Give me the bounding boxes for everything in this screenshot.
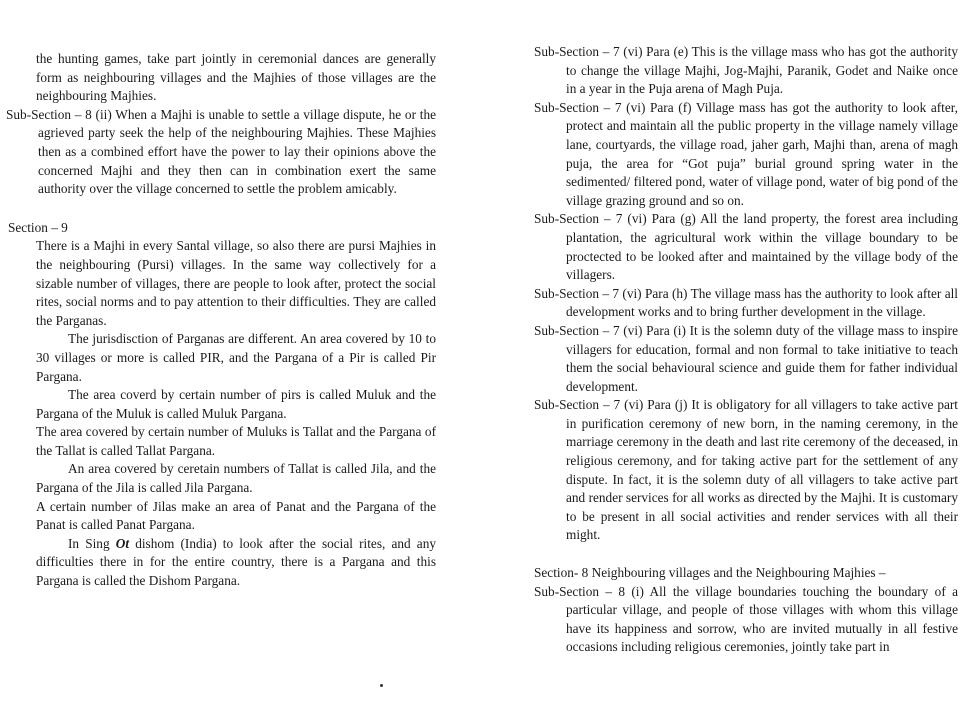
paragraph-subsection-7-vi-h: Sub-Section – 7 (vi) Para (h) The village mass has the authority to look after all development works and to bring further development in the village. [534, 285, 958, 320]
paragraph-jila-pargana: An area covered by ceretain numbers of Tallat is called Jila, and the Pargana of the Jila is called Jila Pargana. [36, 461, 436, 496]
paragraph-subsection-7-vi-f: Sub-Section – 7 (vi) Para (f) Village mass has got the authority to look after, protect and maintain all the public property in the village namely village lane, courtyards, the village road, jaher garh, Majhi than, arena of magh puja, the area for “Got puja” burial ground spring water in the sedimented/ filtered pond, water of village pond, water of big pond of the village grazing ground and so on. [534, 99, 958, 208]
right-page [534, 0, 958, 726]
paragraph-tallat-pargana: The area covered by certain number of Muluks is Tallat and the Pargana of the Tallat is called Tallat Pargana. [36, 424, 436, 458]
paragraph-subsection-7-vi-g: Sub-Section – 7 (vi) Para (g) All the land property, the forest area including plantation, the agricultural work within the village boundary to be proctected to be looked after and maintained by the village body of the villagers. [534, 211, 958, 283]
paragraph-jurisdiction-parganas: The jurisdisction of Parganas are different. An area covered by 10 to 30 villages or more is called PIR, and the Pargana of a Pir is called Pir Pargana. [36, 331, 436, 384]
paragraph-dishom-pargana [8, 535, 436, 591]
heading-section-9: Section – 9 [8, 219, 68, 235]
paragraph-subsection-7-vi-i: Sub-Section – 7 (vi) Para (i) It is the solemn duty of the village mass to inspire villagers for education, formal and non formal to take initiative to teach them the social behavioural science and guide them for father individual development. [534, 322, 958, 394]
paragraph-subsection-8-i: Sub-Section – 8 (i) All the village boundaries touching the boundary of a particular village, and people of those villages with whom this village have its happiness and sorrow, who are invited mutually in all festive occasions including religious ceremonies, jointly take part in [534, 583, 958, 655]
paragraph-muluk-pargana: The area coverd by certain number of pirs is called Muluk and the Pargana of the Muluk is called Muluk Pargana. [36, 387, 436, 421]
paragraph-majhi-santal-village: There is a Majhi in every Santal village, so also there are pursi Majhies in the neighbouring (Pursi) villages. In the same way collectively for a sizable number of villages, there are people to look after, protect the social rites, social norms and to pay attention to their difficulties. They are called the Parganas. [36, 238, 436, 328]
paragraph-panat-pargana: A certain number of Jilas make an area of Panat and the Pargana of the Panat is called Panat Pargana. [36, 498, 436, 533]
paragraph-subsection-8-ii: Sub-Section – 8 (ii) When a Majhi is unable to settle a village dispute, he or the agrieved party seek the help of the neighbouring Majhies. These Majhies then as a combined effort have the power to lay their opinions above the concerned Majhi and they then can in combination exert the same authority over the village concerned to settle the problem amicably. [6, 106, 436, 197]
paragraph-subsection-7-vi-j: Sub-Section – 7 (vi) Para (j) It is obligatory for all villagers to take active part in purification ceremony of new born, in the naming ceremony, in the marriage ceremony in the death and last rite ceremony of the deceased, in religious ceremony, and for taking active part for the settlement of any dispute. In fact, it is the solemn duty of all villagers to take active part and render services for all works as directed by the Majhi. It is customary to be present in all social activities and render services with all their might. [534, 397, 958, 543]
scan-speck [380, 684, 383, 687]
heading-section-8: Section- 8 Neighbouring villages and the Neighbouring Majhies – [534, 565, 886, 581]
paragraph-subsection-7-vi-e: Sub-Section – 7 (vi) Para (e) This is the village mass who has got the authority to change the village Majhi, Jog-Majhi, Paranik, Godet and Naike once in a year in the Puja arena of Magh Puja. [534, 44, 958, 97]
dishom-text-emphasis: Ot [115, 535, 130, 551]
left-page [8, 0, 436, 726]
paragraph-hunting-games: the hunting games, take part jointly in ceremonial dances are generally form as neighbouring villages and the Majhies of those villages are the neighbouring Majhies. [36, 51, 436, 104]
dishom-text-a: In Sing [68, 535, 116, 551]
dishom-text-b: dishom (India) to look after the social rites, and any difficulties there in for the entire country, there is a Pargana and this Pargana is called the Dishom Pargana. [36, 535, 436, 589]
